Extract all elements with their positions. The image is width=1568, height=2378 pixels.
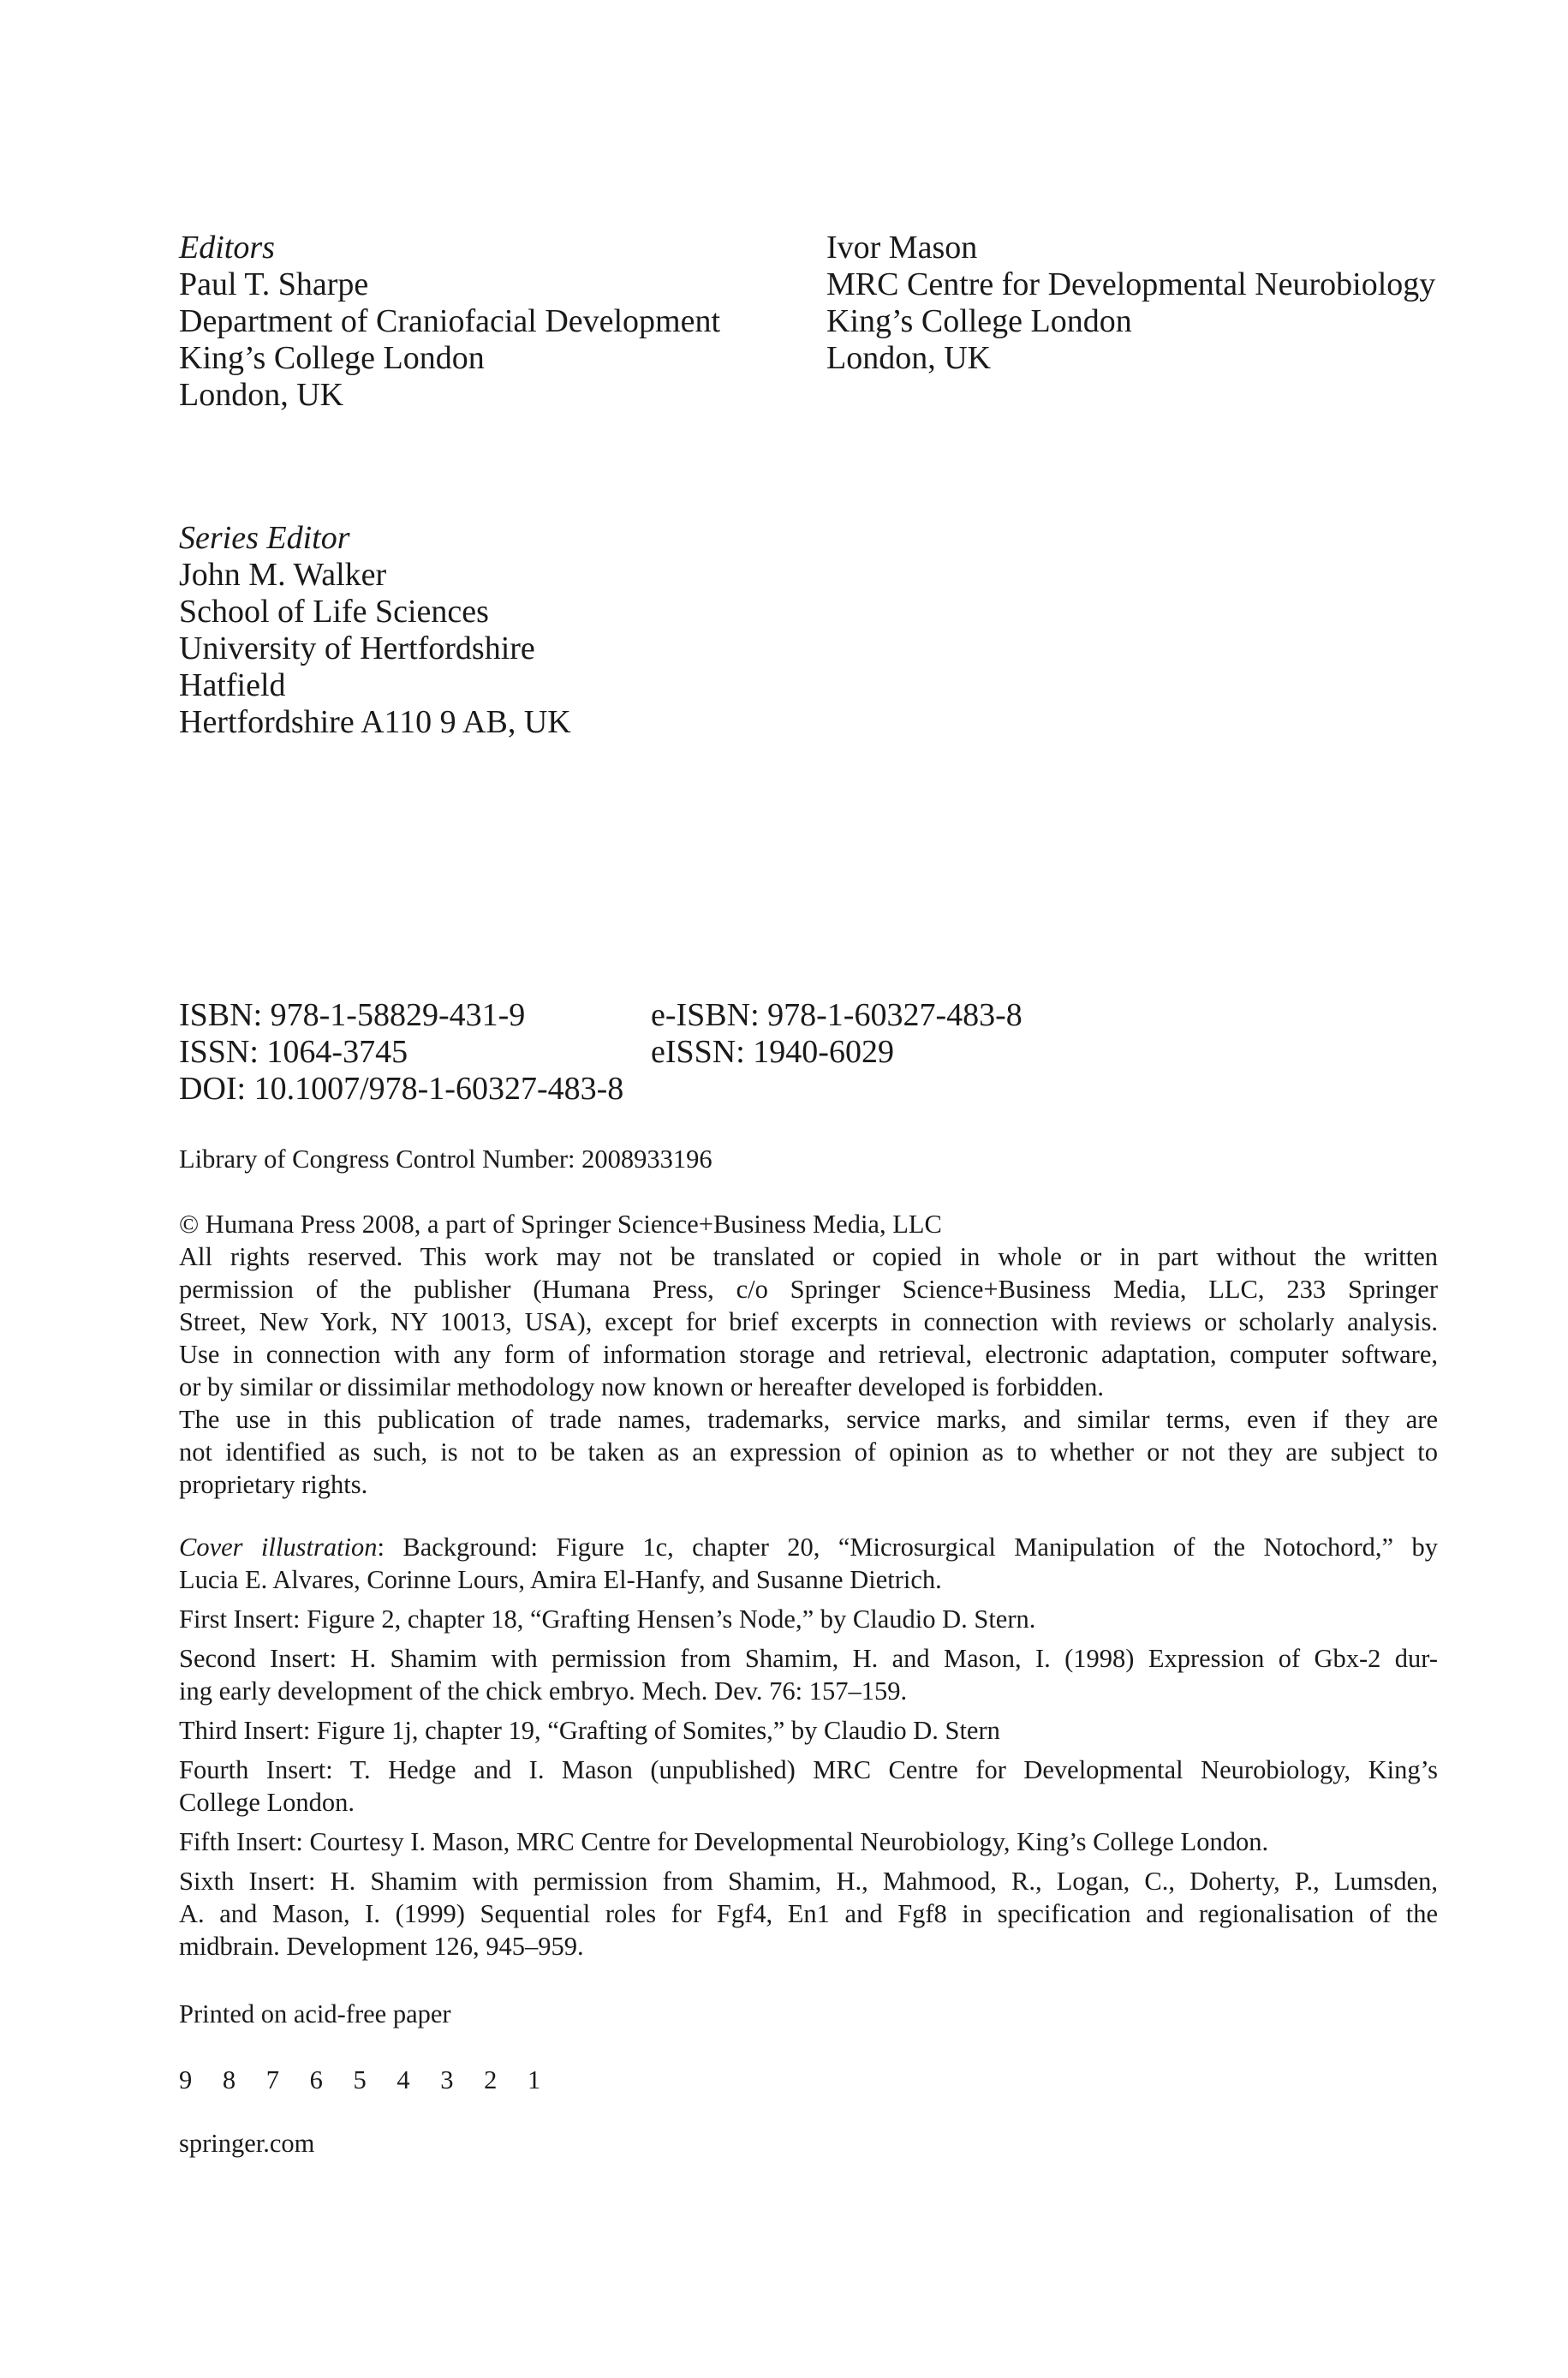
fifth-insert-credit: [179, 1825, 1438, 1858]
series-editor-block: [179, 520, 950, 741]
issn: ISSN: 1064-3745: [179, 1034, 408, 1070]
cover-illustration-label: Cover illustration: [179, 1533, 378, 1562]
publisher-website: [179, 2127, 1438, 2160]
editors-label: Editors: [179, 230, 275, 266]
rights-line: Use in connection with any form of information storage and retrieval, electronic adaptation, computer software,: [179, 1340, 1438, 1369]
cover-line-text: : Background: Figure 1c, chapter 20, “Microsurgical Manipulation of the Notochord,” by: [377, 1533, 1438, 1562]
lccn: [179, 1143, 1438, 1175]
rights-line: The use in this publication of trade names, trademarks, service marks, and similar terms, even if they are: [179, 1405, 1438, 1434]
doi: DOI: 10.1007/978-1-60327-483-8: [179, 1071, 624, 1107]
fourth-insert-line: Fourth Insert: T. Hedge and I. Mason (unpublished) MRC Centre for Developmental Neurobiology, King’s: [179, 1755, 1438, 1784]
series-editor-region: Hertfordshire A110 9 AB, UK: [179, 704, 571, 740]
sixth-insert-credit: [179, 1865, 1438, 1963]
series-editor-name: John M. Walker: [179, 557, 387, 593]
sixth-insert-line: midbrain. Development 126, 945–959.: [179, 1932, 584, 1961]
copyright-notice: [179, 1208, 1438, 1501]
eisbn: e-ISBN: 978-1-60327-483-8: [651, 997, 1022, 1033]
editor2-location: London, UK: [826, 340, 992, 376]
second-insert-line: ing early development of the chick embryo. Mech. Dev. 76: 157–159.: [179, 1676, 908, 1706]
print-run-text: 9 8 7 6 5 4 3 2 1: [179, 2065, 553, 2094]
editor1-location: London, UK: [179, 377, 344, 413]
series-editor-label: Series Editor: [179, 520, 350, 556]
electronic-identifiers: [651, 997, 1250, 1071]
fourth-insert-line: College London.: [179, 1788, 355, 1817]
acid-free-note: [179, 1998, 1438, 2030]
eissn: eISSN: 1940-6029: [651, 1034, 894, 1070]
editor1-institution: King’s College London: [179, 340, 485, 376]
second-insert-credit: [179, 1642, 1438, 1707]
rights-line: or by similar or dissimilar methodology now known or hereafter developed is forbidden.: [179, 1372, 1104, 1401]
cover-line: [179, 1531, 1438, 1563]
sixth-insert-line: A. and Mason, I. (1999) Sequential roles for Fgf4, En1 and Fgf8 in specification and regionalisation of the: [179, 1899, 1438, 1928]
series-editor-city: Hatfield: [179, 667, 286, 703]
rights-line: proprietary rights.: [179, 1470, 368, 1499]
editor1-name: Paul T. Sharpe: [179, 266, 369, 302]
third-insert-credit: [179, 1714, 1438, 1747]
rights-line: All rights reserved. This work may not be translated or copied in whole or in part without the written: [179, 1242, 1438, 1271]
cover-credits: [179, 1531, 1438, 1963]
third-insert-line: Third Insert: Figure 1j, chapter 19, “Grafting of Somites,” by Claudio D. Stern: [179, 1716, 1000, 1745]
lccn-text: Library of Congress Control Number: 2008933196: [179, 1144, 712, 1174]
fourth-insert-credit: [179, 1754, 1438, 1819]
rights-line: Street, New York, NY 10013, USA), except for brief excerpts in connection with reviews or scholarly analysis.: [179, 1307, 1438, 1336]
acid-free-text: Printed on acid-free paper: [179, 1999, 451, 2028]
website-text: springer.com: [179, 2129, 315, 2158]
rights-line: not identified as such, is not to be taken as an expression of opinion as to whether or not they are subject to: [179, 1437, 1438, 1467]
series-editor-institution: University of Hertfordshire: [179, 630, 535, 666]
first-insert-line: First Insert: Figure 2, chapter 18, “Grafting Hensen’s Node,” by Claudio D. Stern.: [179, 1604, 1036, 1634]
editor2-department: MRC Centre for Developmental Neurobiology: [826, 266, 1436, 302]
sixth-insert-line: Sixth Insert: H. Shamim with permission from Shamim, H., Mahmood, R., Logan, C., Doherty, P., Lumsden,: [179, 1867, 1438, 1896]
cover-line: Lucia E. Alvares, Corinne Lours, Amira El-Hanfy, and Susanne Dietrich.: [179, 1565, 942, 1594]
isbn: ISBN: 978-1-58829-431-9: [179, 997, 526, 1033]
editor-right-block: [826, 230, 1477, 377]
editor-left-block: [179, 230, 744, 414]
editor2-institution: King’s College London: [826, 303, 1132, 339]
fifth-insert-line: Fifth Insert: Courtesy I. Mason, MRC Centre for Developmental Neurobiology, King’s College London.: [179, 1827, 1269, 1856]
rights-line: permission of the publisher (Humana Press, c/o Springer Science+Business Media, LLC, 233 Springer: [179, 1275, 1438, 1304]
series-editor-department: School of Life Sciences: [179, 594, 489, 630]
second-insert-line: Second Insert: H. Shamim with permission from Shamim, H. and Mason, I. (1998) Expression of Gbx-2 dur-: [179, 1644, 1438, 1673]
copyright-line: © Humana Press 2008, a part of Springer Science+Business Media, LLC: [179, 1210, 942, 1239]
cover-illustration-credit: [179, 1531, 1438, 1596]
print-run-numbers: [179, 2064, 1438, 2096]
first-insert-credit: [179, 1603, 1438, 1635]
editor2-name: Ivor Mason: [826, 230, 978, 266]
editor1-department: Department of Craniofacial Development: [179, 303, 721, 339]
print-identifiers: [179, 997, 659, 1108]
